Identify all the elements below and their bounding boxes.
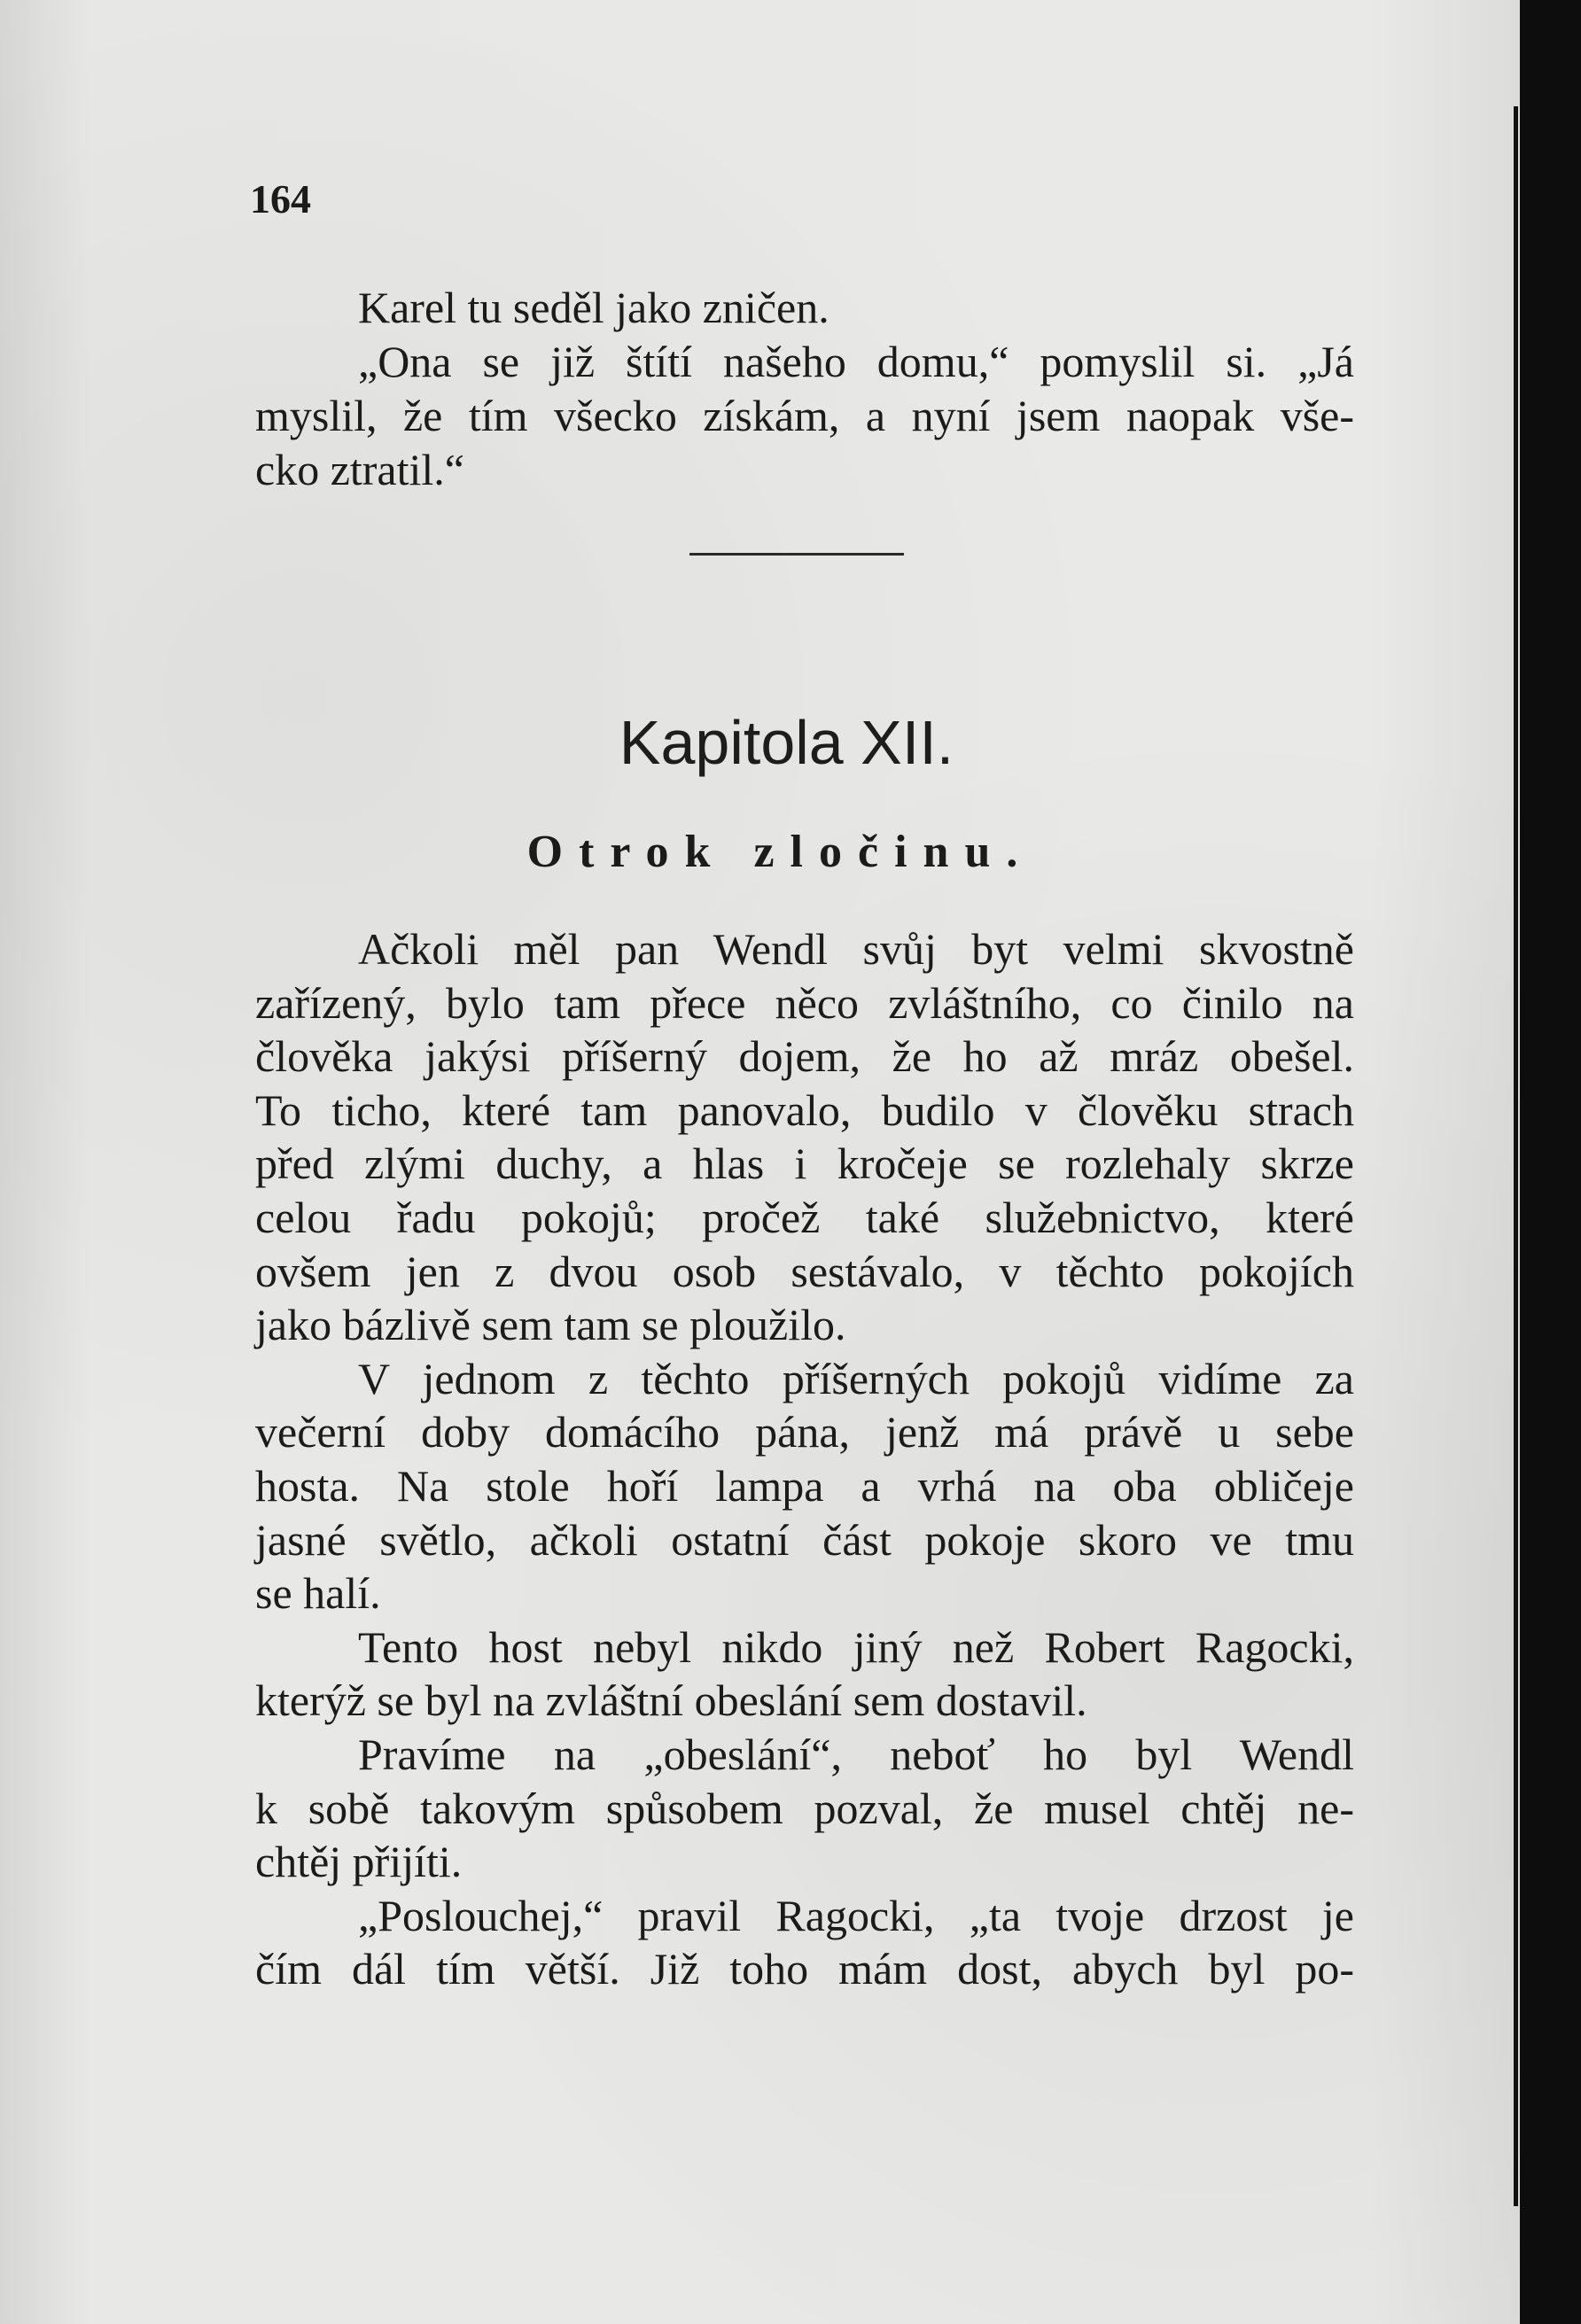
page-number: 164 xyxy=(250,176,311,222)
text-line: „Ona se již štítí našeho domu,“ pomyslil si. „Já xyxy=(358,337,1354,386)
text-line: jasné světlo, ačkoli ostatní část pokoje skoro ve tmu xyxy=(255,1514,1354,1565)
text-line: hosta. Na stole hoří lampa a vrhá na oba obličeje xyxy=(255,1461,1354,1511)
text-line: Tento host nebyl nikdo jiný než Robert Ragocki, xyxy=(358,1621,1354,1672)
binding-edge-line xyxy=(1514,106,1518,2206)
text-line: celou řadu pokojů; pročež také služebnictvo, které xyxy=(255,1193,1354,1242)
chapter-title: Kapitola XII. xyxy=(619,708,954,777)
section-divider xyxy=(689,553,904,556)
text-line: jako bázlivě sem tam se ploužilo. xyxy=(255,1300,846,1350)
text-line: ovšem jen z dvou osob sestávalo, v těchto pokojích xyxy=(255,1246,1354,1296)
text-line: cko ztratil.“ xyxy=(255,445,464,494)
text-line: kterýž se byl na zvláštní obeslání sem dostavil. xyxy=(255,1675,1087,1726)
text-line: zařízený, bylo tam přece něco zvláštního, co činilo na xyxy=(255,977,1354,1028)
chapter-subtitle: Otrok zločinu. xyxy=(526,827,1034,877)
text-line: před zlými duchy, a hlas i kročeje se rozlehaly skrze xyxy=(255,1139,1354,1189)
scan-border xyxy=(1520,0,1581,2324)
text-line: člověka jakýsi příšerný dojem, že ho až mráz obešel. xyxy=(255,1031,1354,1082)
text-line: Karel tu seděl jako zničen. xyxy=(358,283,829,332)
text-line: čím dál tím větší. Již toho mám dost, abych byl po- xyxy=(255,1944,1354,1994)
text-line: „Poslouchej,“ pravil Ragocki, „ta tvoje drzost je xyxy=(358,1890,1354,1940)
text-line: V jednom z těchto příšerných pokojů vidíme za xyxy=(358,1353,1354,1403)
text-line: Ačkoli měl pan Wendl svůj byt velmi skvostně xyxy=(358,924,1354,974)
text-line: k sobě takovým spůsobem pozval, že musel chtěj ne- xyxy=(255,1783,1354,1833)
text-line: chtěj přijíti. xyxy=(255,1837,463,1887)
text-line: To ticho, které tam panovalo, budilo v člověku strach xyxy=(255,1084,1354,1135)
text-line: večerní doby domácího pána, jenž má právě u sebe xyxy=(255,1407,1354,1457)
text-line: myslil, že tím všecko získám, a nyní jsem naopak vše- xyxy=(255,391,1354,440)
text-line: Pravíme na „obeslání“, neboť ho byl Wendl xyxy=(358,1729,1354,1779)
text-line: se halí. xyxy=(255,1568,381,1619)
